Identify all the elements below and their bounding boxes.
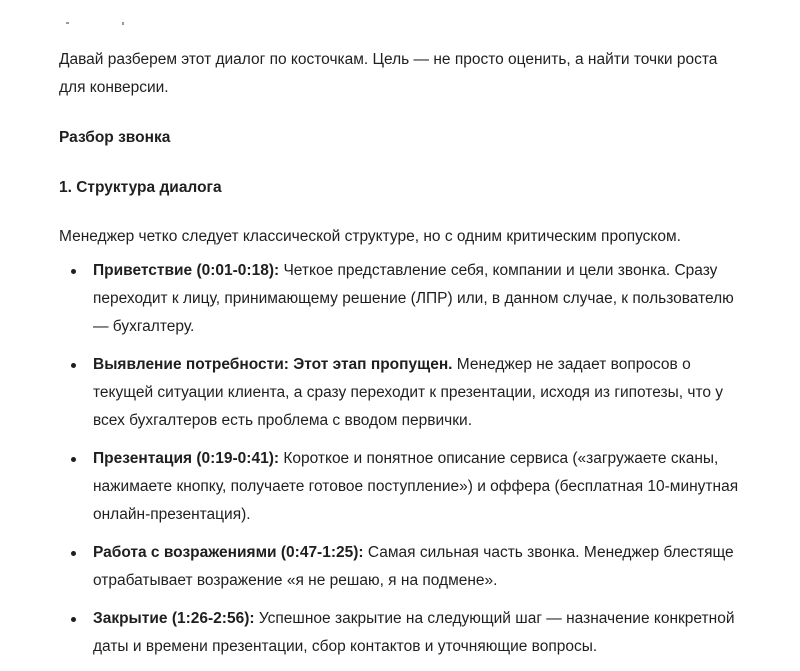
bullet-icon [71,457,76,462]
stage-text: Короткое и понятное описание сервиса («загружаете сканы, нажимаете кнопку, получаете готовое поступление») и оффера (бесплатная 10-минутная онлайн-презентация). [93,450,739,523]
bullet-icon [71,551,76,556]
stage-title: Работа с возражениями (0:47-1:25): [93,544,364,561]
stage-title: Выявление потребности: Этот этап пропущен. [93,356,453,373]
cropped-text-remnant [66,22,86,26]
stages-list [59,257,739,661]
bullet-icon [71,363,76,368]
intro-paragraph: Давай разберем этот диалог по косточкам. Цель — не просто оценить, а найти точки роста для конверсии. [59,51,718,96]
lead-paragraph: Менеджер четко следует классической структуре, но с одним критическим пропуском. [59,228,681,245]
list-item-objections [59,539,739,595]
stage-title: Закрытие (1:26-2:56): [93,610,255,627]
section-title: Разбор звонка [59,129,171,146]
stage-text: Менеджер не задает вопросов о текущей ситуации клиента, а сразу переходит к презентации, исходя из гипотезы, что у всех бухгалтеров есть проблема с вводом первички. [93,356,724,429]
list-item-presentation [59,445,739,529]
bullet-icon [71,269,76,274]
list-item-greeting [59,257,739,341]
bullet-icon [71,617,76,622]
stage-text: Четкое представление себя, компании и цели звонка. Сразу переходит к лицу, принимающему решение (ЛПР) или, в данном случае, к пользователю — бухгалтеру. [93,262,734,335]
chat-response [59,46,739,671]
list-item-needs [59,351,739,435]
stage-text: Успешное закрытие на следующий шаг — назначение конкретной даты и времени презентации, сбор контактов и уточняющие вопросы. [93,610,735,655]
stage-text: Самая сильная часть звонка. Менеджер блестяще отрабатывает возражение «я не решаю, я на подмене». [93,544,734,589]
stage-title: Презентация (0:19-0:41): [93,450,280,467]
remnant-mark [122,22,124,25]
remnant-mark [66,22,69,24]
subsection-title: 1. Структура диалога [59,179,222,196]
list-item-closing [59,605,739,661]
stage-title: Приветствие (0:01-0:18): [93,262,280,279]
